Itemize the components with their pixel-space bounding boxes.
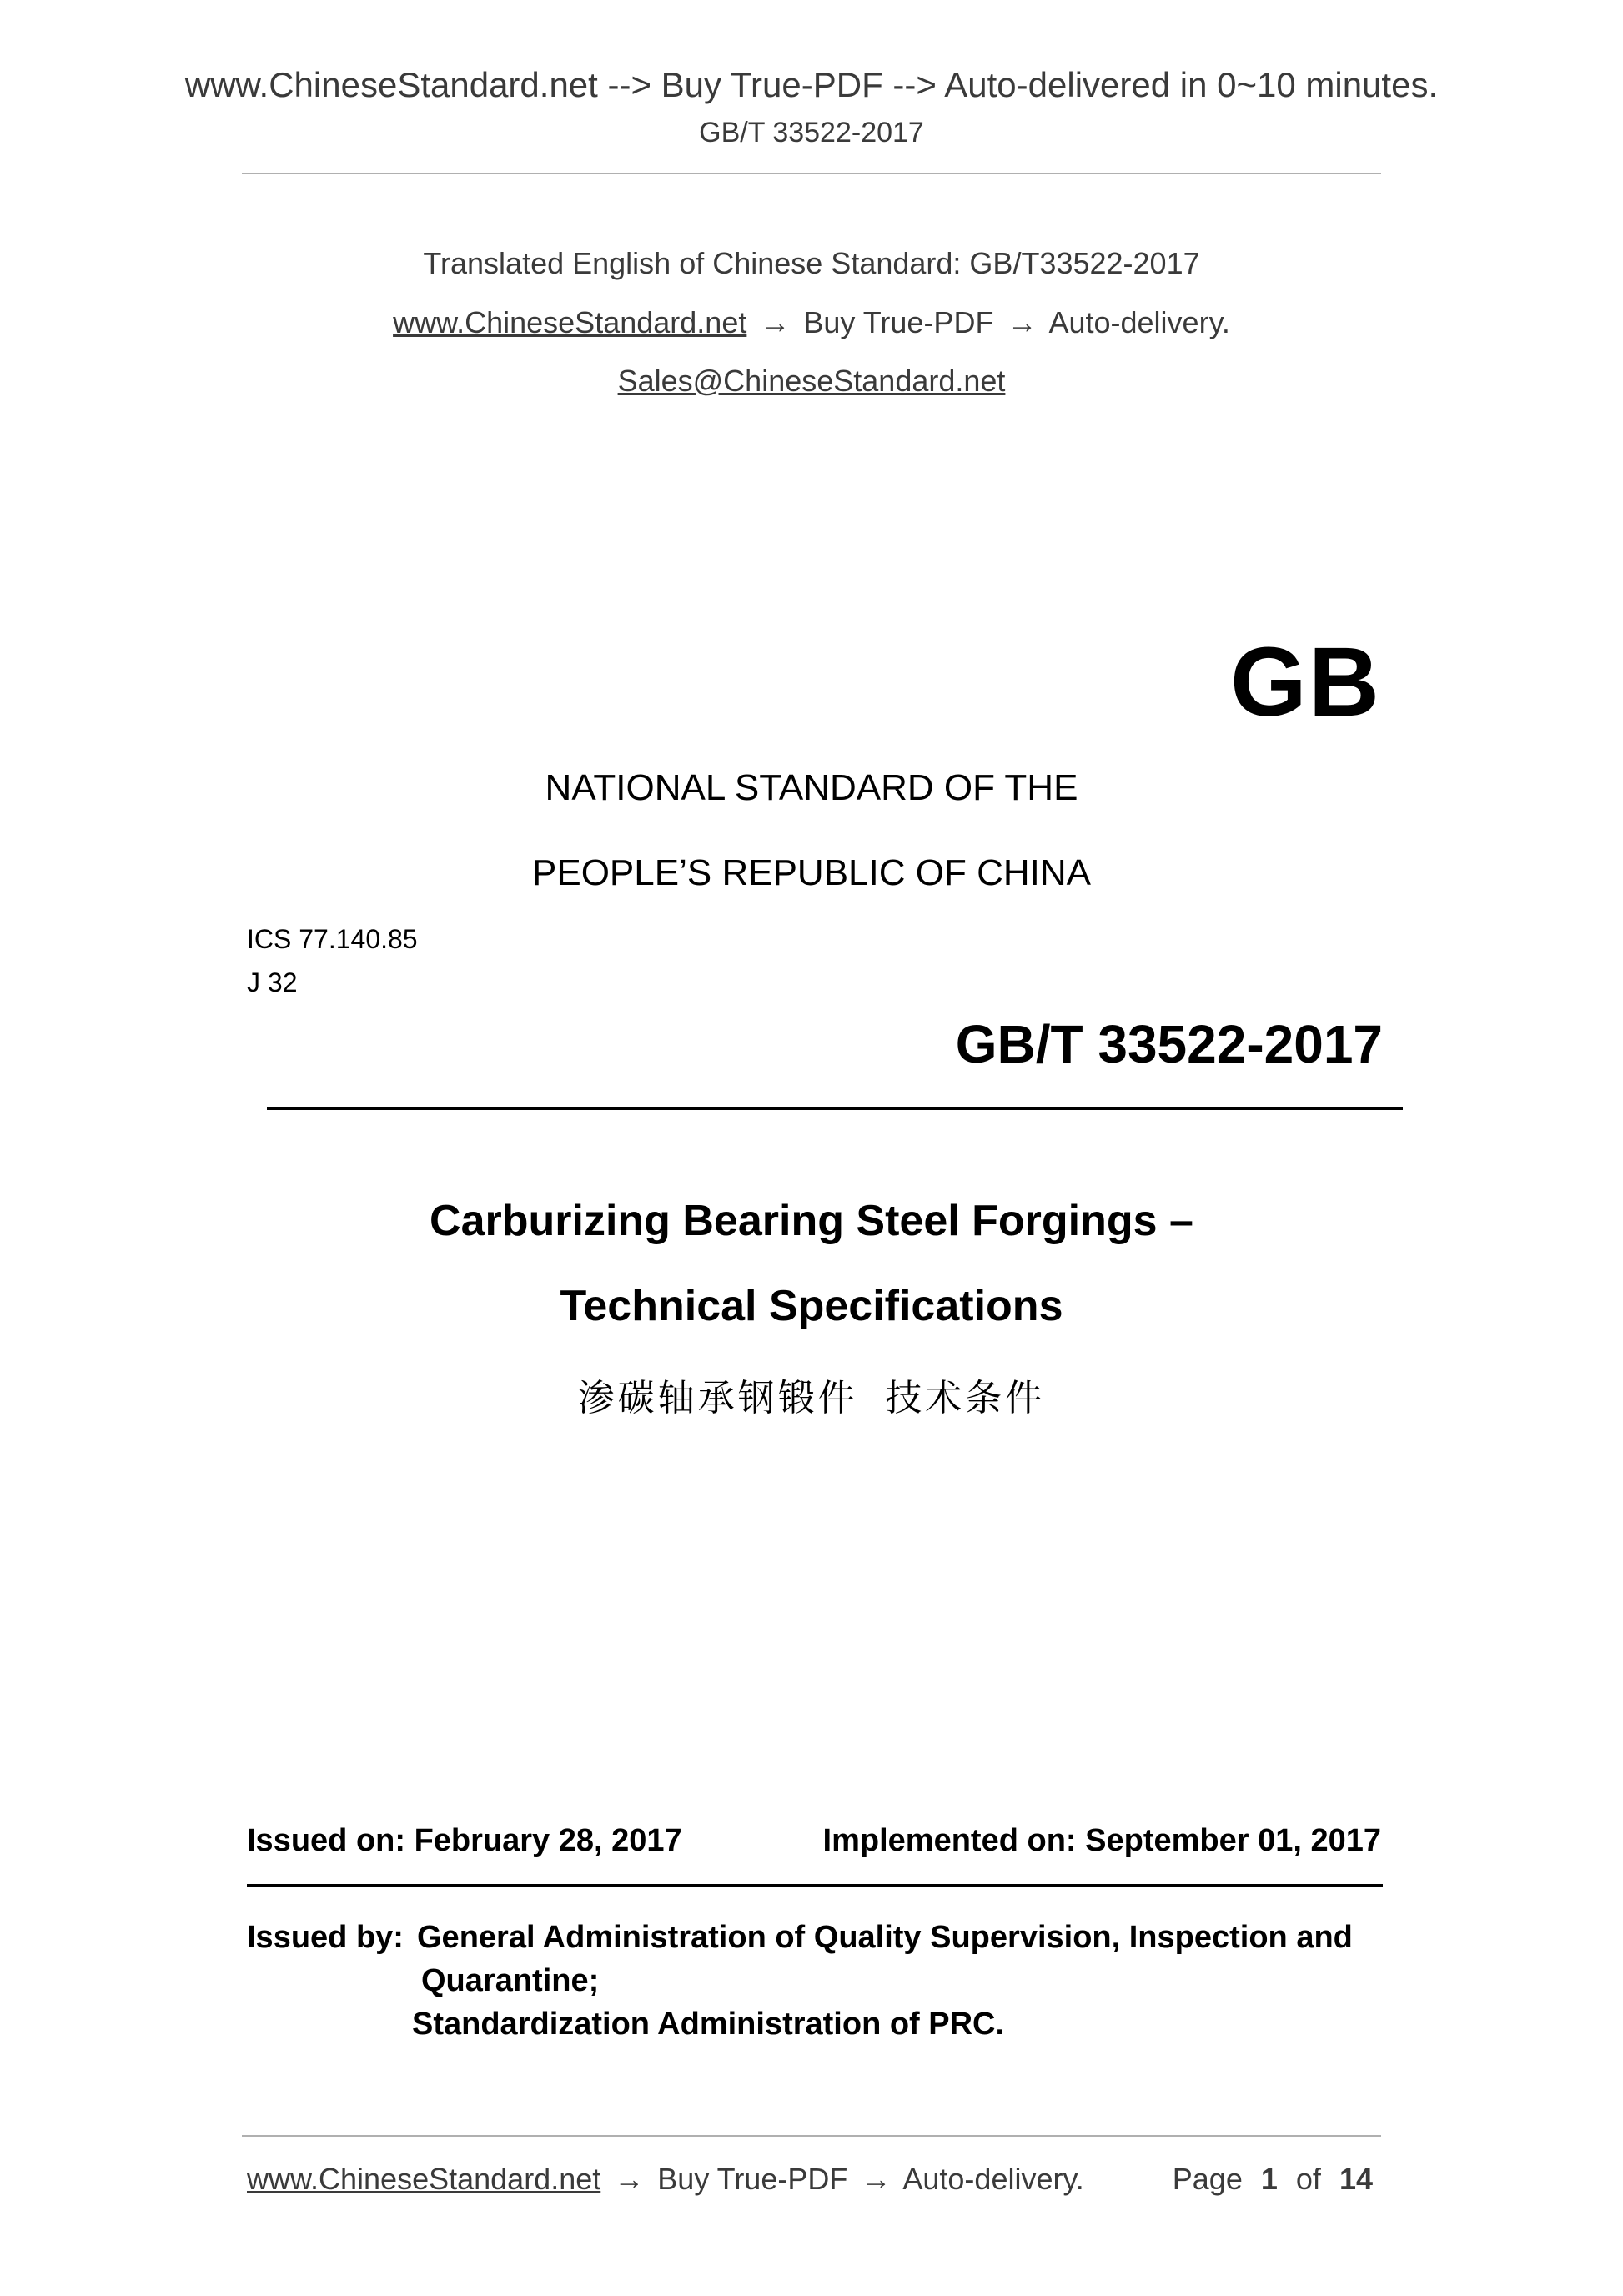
standard-number-rule — [267, 1107, 1403, 1110]
translated-line: Translated English of Chinese Standard: GB/T33522-2017 — [423, 246, 1200, 280]
header-std-code: GB/T 33522-2017 — [699, 117, 924, 148]
of-label: of — [1295, 2162, 1321, 2196]
title-chinese: 渗碳轴承钢锻件 技术条件 — [577, 1378, 1046, 1419]
ics-code: ICS 77.140.85 — [247, 924, 418, 954]
issuer-line-1: General Administration of Quality Supervision, Inspection and — [417, 1920, 1353, 1955]
page-indicator — [1173, 2162, 1373, 2197]
page-label: Page — [1172, 2162, 1243, 2196]
email-line — [0, 364, 1623, 399]
footer-site-link[interactable]: www.ChineseStandard.net — [247, 2162, 601, 2196]
right-arrow-icon: → — [614, 2162, 645, 2196]
standard-number: GB/T 33522-2017 — [955, 1014, 1383, 1074]
issued-on: Issued on: February 28, 2017 — [247, 1823, 682, 1858]
auto-text: Auto-delivery. — [1048, 305, 1230, 339]
right-arrow-icon: → — [1007, 305, 1038, 339]
right-arrow-icon: → — [861, 2162, 892, 2196]
intro-links — [0, 305, 1623, 340]
header-banner: www.ChineseStandard.net --> Buy True-PDF --> Auto-delivered in 0~10 minutes. — [184, 65, 1439, 104]
right-arrow-icon: → — [760, 305, 791, 339]
issuer-line-3: Standardization Administration of PRC. — [412, 2007, 1005, 2042]
national-line-1: NATIONAL STANDARD OF THE — [545, 767, 1078, 808]
dates-rule — [247, 1884, 1383, 1887]
title-line-1: Carburizing Bearing Steel Forgings – — [430, 1197, 1193, 1245]
title-line-2: Technical Specifications — [560, 1282, 1063, 1330]
issued-by-label: Issued by: — [247, 1920, 404, 1955]
footer-buy-text: Buy True-PDF — [657, 2162, 848, 2196]
email-link[interactable]: Sales@ChineseStandard.net — [617, 364, 1006, 398]
national-line-2: PEOPLE’S REPUBLIC OF CHINA — [532, 852, 1091, 893]
header-divider — [242, 173, 1381, 174]
footer-links — [247, 2162, 1084, 2197]
site-link[interactable]: www.ChineseStandard.net — [393, 305, 747, 339]
issuer-line-2: Quarantine; — [421, 1963, 600, 1998]
footer-auto-text: Auto-delivery. — [902, 2162, 1084, 2196]
implemented-on: Implemented on: September 01, 2017 — [822, 1823, 1381, 1858]
ccs-code: J 32 — [247, 967, 298, 997]
gb-logo: GB — [1230, 627, 1381, 737]
buy-text: Buy True-PDF — [803, 305, 994, 339]
page-number: 1 — [1260, 2162, 1278, 2196]
footer-divider — [242, 2135, 1381, 2137]
page-total: 14 — [1339, 2162, 1373, 2196]
